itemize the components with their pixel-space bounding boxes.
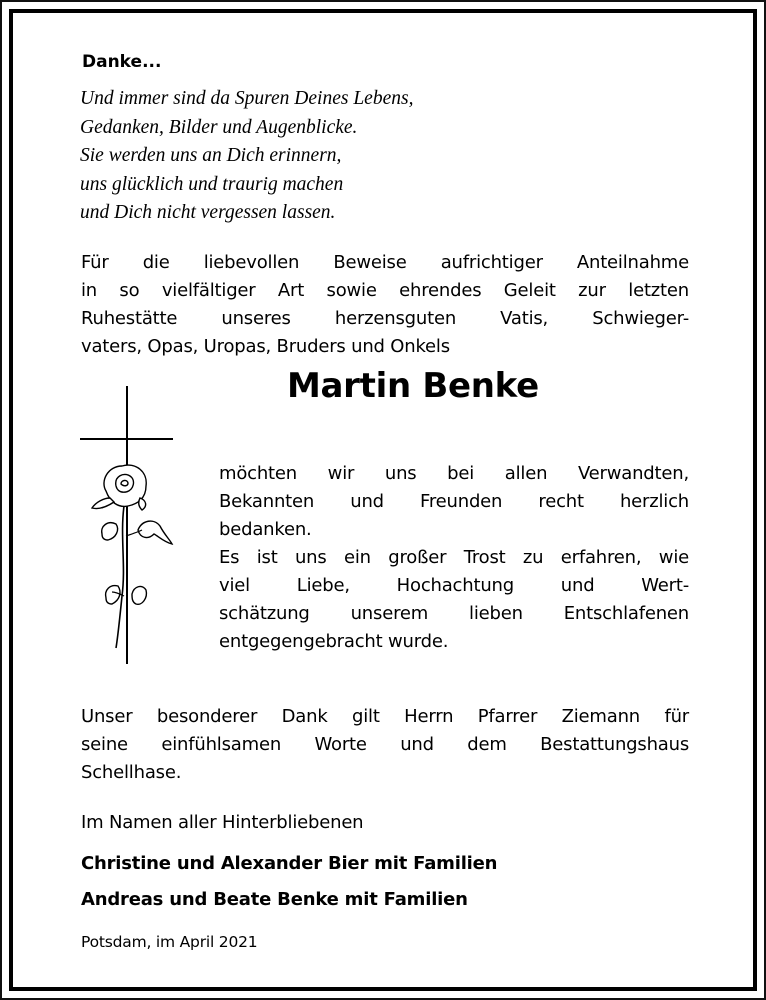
- intro-line: vaters, Opas, Uropas, Bruders und Onkels: [81, 336, 450, 357]
- poem-line: uns glücklich und traurig machen: [80, 173, 344, 195]
- deceased-name: Martin Benke: [287, 366, 539, 406]
- thanks-line: entgegengebracht wurde.: [219, 631, 449, 652]
- place-date: Potsdam, im April 2021: [81, 933, 258, 951]
- poem: [80, 85, 413, 228]
- poem-line: Sie werden uns an Dich erinnern,: [80, 145, 342, 166]
- thanks-paragraph: [219, 460, 689, 656]
- heading: Danke...: [82, 52, 162, 72]
- intro-line: Für die liebevollen Beweise aufrichtiger Anteilnahme: [81, 252, 689, 273]
- cross-with-rose-icon: [80, 386, 176, 664]
- special-thanks-line: Schellhase.: [81, 762, 182, 783]
- poem-line: Und immer sind da Spuren Deines Lebens,: [80, 88, 414, 109]
- signature-2: Andreas und Beate Benke mit Familien: [81, 889, 468, 910]
- signature-1: Christine und Alexander Bier mit Familien: [81, 853, 498, 874]
- poem-line: und Dich nicht vergessen lassen.: [80, 202, 336, 223]
- thanks-line: viel Liebe, Hochachtung und Wert-: [219, 575, 689, 596]
- intro-line: Ruhestätte unseres herzensguten Vatis, Schwieger-: [81, 308, 689, 329]
- thanks-line: Bekannten und Freunden recht herzlich: [219, 491, 689, 512]
- intro-paragraph: [81, 249, 689, 361]
- thanks-line: möchten wir uns bei allen Verwandten,: [219, 463, 689, 484]
- special-thanks-line: seine einfühlsamen Worte und dem Bestattungshaus: [81, 734, 689, 755]
- thanks-line: bedanken.: [219, 519, 312, 540]
- intro-line: in so vielfältiger Art sowie ehrendes Geleit zur letzten: [81, 280, 689, 301]
- special-thanks-line: Unser besonderer Dank gilt Herrn Pfarrer Ziemann für: [81, 706, 689, 727]
- poem-line: Gedanken, Bilder und Augenblicke.: [80, 116, 358, 138]
- thanks-line: schätzung unserem lieben Entschlafenen: [219, 603, 689, 624]
- regards-line: Im Namen aller Hinterbliebenen: [81, 812, 364, 833]
- special-thanks-paragraph: [81, 703, 689, 787]
- thanks-line: Es ist uns ein großer Trost zu erfahren, wie: [219, 547, 689, 568]
